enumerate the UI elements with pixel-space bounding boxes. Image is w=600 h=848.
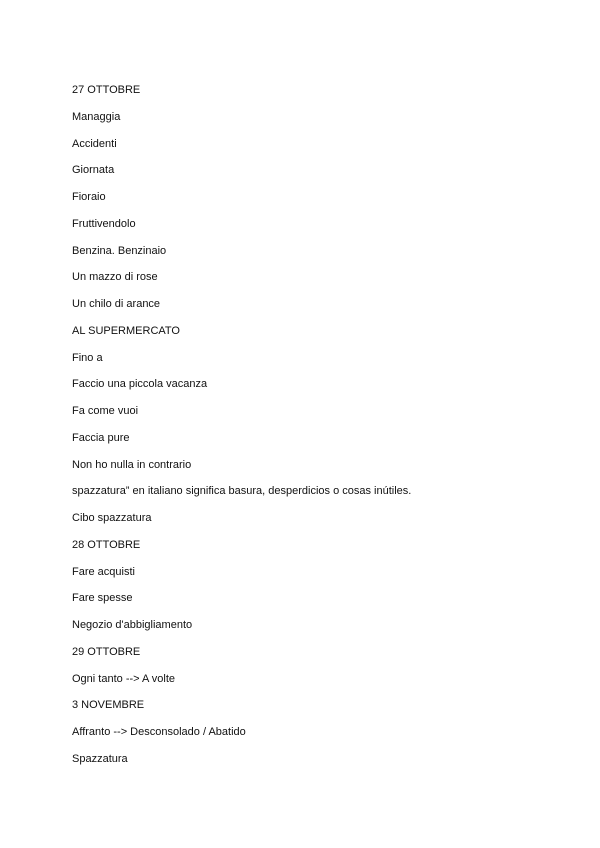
date-heading: 29 OTTOBRE xyxy=(72,645,141,658)
vocabulary-line: Un chilo di arance xyxy=(72,298,161,310)
vocabulary-line: Fruttivendolo xyxy=(72,217,136,230)
vocabulary-line: Cibo spazzatura xyxy=(72,512,152,524)
vocabulary-line: Faccia pure xyxy=(72,431,130,444)
vocabulary-line: Managgia xyxy=(72,110,121,123)
date-heading: 27 OTTOBRE xyxy=(72,84,141,96)
vocabulary-line: Accidenti xyxy=(72,137,117,150)
vocabulary-line: Affranto --> Desconsolado / Abatido xyxy=(72,726,246,738)
vocabulary-line: Fino a xyxy=(72,351,103,364)
date-heading: 3 NOVEMBRE xyxy=(72,699,145,712)
vocabulary-line: Negozio d'abbigliamento xyxy=(72,619,193,631)
definition-line: spazzatura” en italiano significa basura, desperdicios o cosas inútiles. xyxy=(72,485,412,498)
vocabulary-line: Fare acquisti xyxy=(72,565,135,578)
notes-list xyxy=(72,82,572,778)
vocabulary-line: Non ho nulla in contrario xyxy=(72,458,192,471)
vocabulary-line: Fa come vuoi xyxy=(72,405,139,417)
vocabulary-line: Giornata xyxy=(72,164,115,177)
vocabulary-line: Faccio una piccola vacanza xyxy=(72,378,208,391)
vocabulary-line: Ogni tanto --> A volte xyxy=(72,672,176,685)
vocabulary-line: Benzina. Benzinaio xyxy=(72,244,167,257)
vocabulary-line: Fare spesse xyxy=(72,592,133,605)
section-heading: AL SUPERMERCATO xyxy=(72,324,180,337)
date-heading: 28 OTTOBRE xyxy=(72,538,141,551)
vocabulary-line: Un mazzo di rose xyxy=(72,271,158,284)
vocabulary-line: Spazzatura xyxy=(72,752,128,765)
vocabulary-line: Fioraio xyxy=(72,191,106,203)
